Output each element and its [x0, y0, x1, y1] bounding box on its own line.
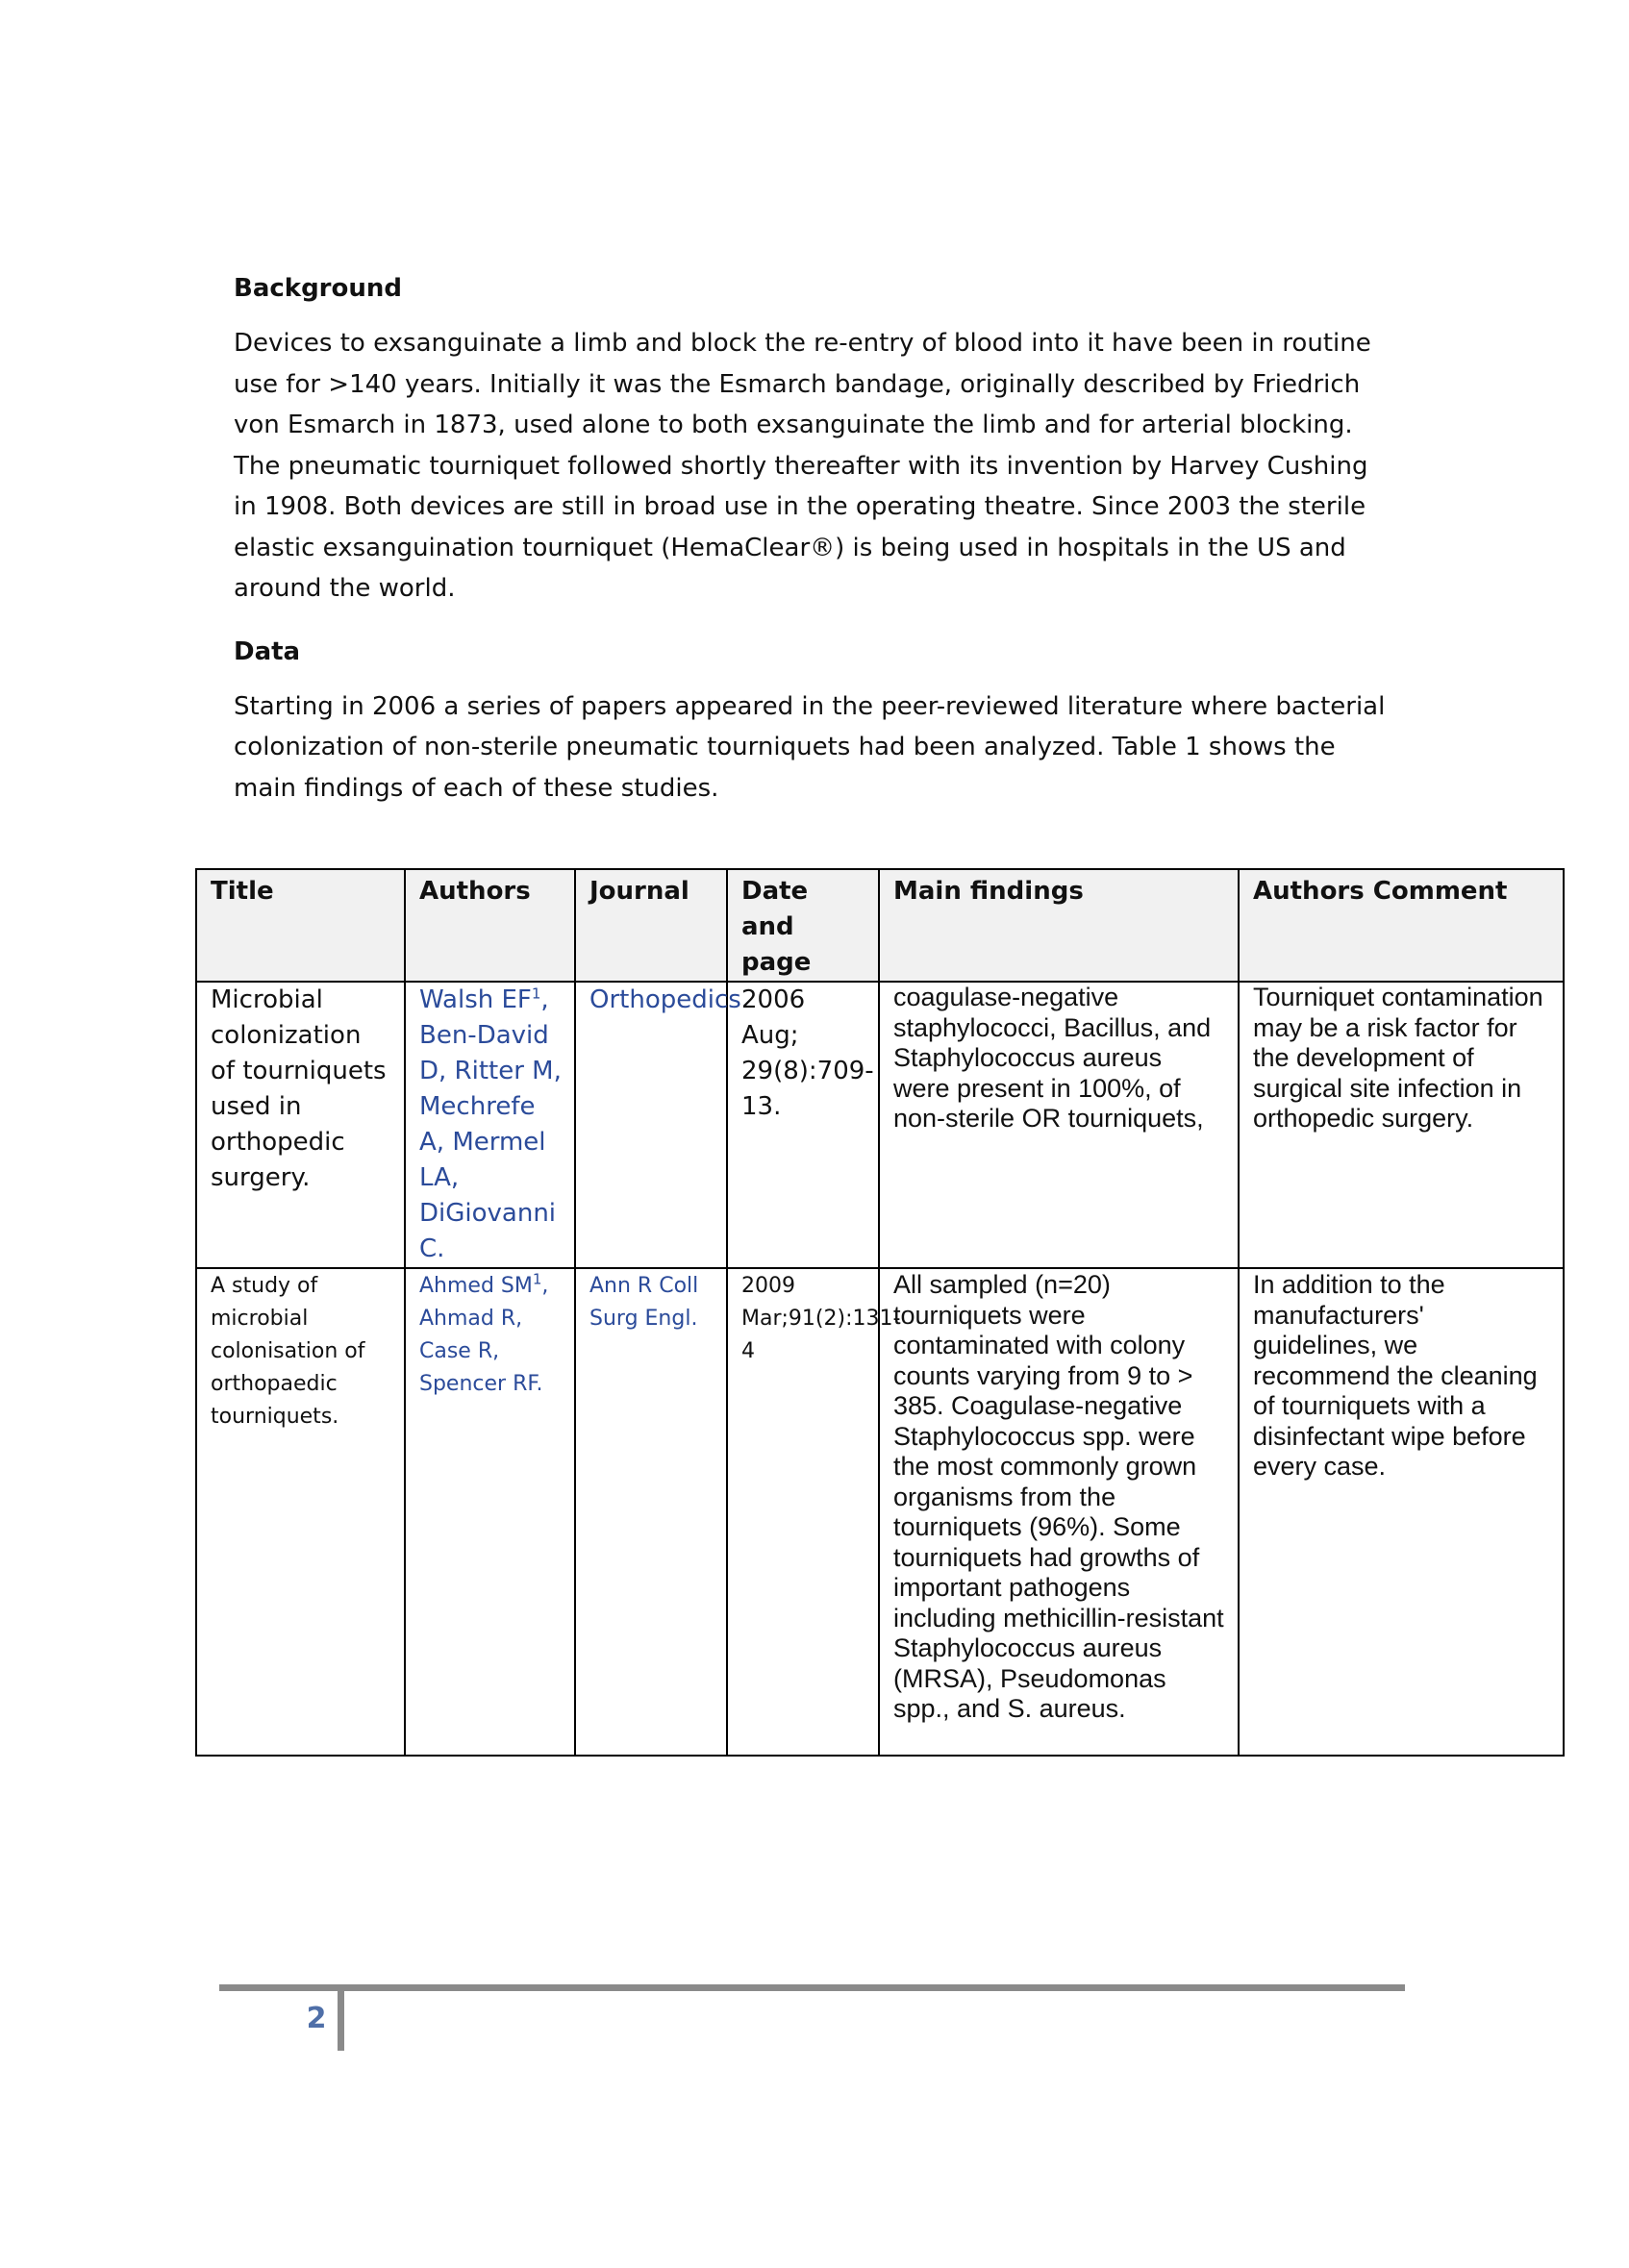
studies-table — [195, 868, 1565, 1757]
cell-authors-comment: Tourniquet contamination may be a risk factor for the development of surgical site infection in orthopedic surgery. — [1239, 982, 1564, 1268]
cell-title: Microbial colonization of tourniquets used in orthopedic surgery. — [196, 982, 405, 1268]
table-row — [196, 1268, 1564, 1756]
cell-main-findings: All sampled (n=20) tourniquets were contaminated with colony counts varying from 9 to > 385. Coagulase-negative Staphylococcus spp. were the most commonly grown organisms from the tourniquets (96%). Some tourniquets had growths of important pathogens including methicillin-resistant Staphylococcus aureus (MRSA), Pseudomonas spp., and S. aureus. — [879, 1268, 1239, 1756]
header-authors: Authors — [405, 869, 575, 982]
footer-divider — [338, 1988, 344, 2051]
page-body — [234, 269, 1388, 809]
affiliation-sup: 1 — [532, 1270, 542, 1288]
data-heading: Data — [234, 636, 301, 666]
table-row — [196, 982, 1564, 1268]
header-journal: Journal — [575, 869, 727, 982]
cell-authors[interactable] — [405, 982, 575, 1268]
other-authors[interactable]: , Ahmad R, Case R, Spencer RF. — [419, 1274, 549, 1396]
cell-journal-link[interactable]: Orthopedics. — [575, 982, 727, 1268]
header-title: Title — [196, 869, 405, 982]
background-heading: Background — [234, 274, 402, 303]
header-authors-comment: Authors Comment — [1239, 869, 1564, 982]
page-number: 2 — [306, 2002, 327, 2035]
cell-title: A study of microbial colonisation of orthopaedic tourniquets. — [196, 1268, 405, 1756]
cell-authors-comment: In addition to the manufacturers' guidelines, we recommend the cleaning of tourniquets with a disinfectant wipe before every case. — [1239, 1268, 1564, 1756]
other-authors[interactable]: , Ben-David D, Ritter M, Mechrefe A, Mermel LA, DiGiovanni C. — [419, 985, 562, 1263]
first-author[interactable]: Ahmed SM — [419, 1274, 533, 1298]
cell-date-page: 2006 Aug; 29(8):709-13. — [727, 982, 879, 1268]
cell-authors[interactable] — [405, 1268, 575, 1756]
first-author[interactable]: Walsh EF — [419, 985, 532, 1014]
cell-main-findings: coagulase-negative staphylococci, Bacillus, and Staphylococcus aureus were present in 100%, of non-sterile OR tourniquets, — [879, 982, 1239, 1268]
table-header-row — [196, 869, 1564, 982]
footer-rule — [219, 1984, 1405, 1991]
affiliation-sup: 1 — [531, 984, 541, 1003]
cell-date-page: 2009 Mar;91(2):131-4 — [727, 1268, 879, 1756]
background-paragraph: Devices to exsanguinate a limb and block the re-entry of blood into it have been in routine use for >140 years. Initially it was the Esmarch bandage, originally described by Friedrich von Esmarch in 1873, used alone to both exsanguinate the limb and for arterial blocking. The pneumatic tourniquet followed shortly thereafter with its invention by Harvey Cushing in 1908. Both devices are still in broad use in the operating theatre. Since 2003 the sterile elastic exsanguination tourniquet (HemaClear®) is being used in hospitals in the US and around the world. — [234, 329, 1371, 603]
data-paragraph: Starting in 2006 a series of papers appeared in the peer-reviewed literature where bacterial colonization of non-sterile pneumatic tourniquets had been analyzed. Table 1 shows the main findings of each of these studies. — [234, 691, 1386, 803]
cell-journal-link[interactable]: Ann R Coll Surg Engl. — [575, 1268, 727, 1756]
header-date-page: Date and page — [727, 869, 879, 982]
header-main-findings: Main findings — [879, 869, 1239, 982]
